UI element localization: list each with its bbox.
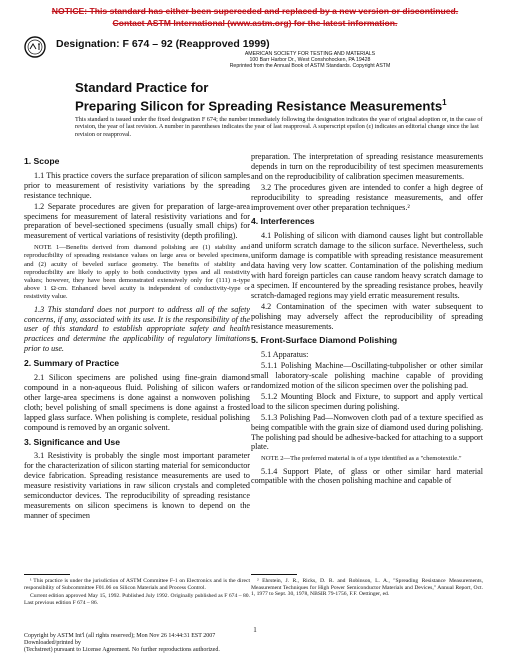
footnote-divider [251,574,297,575]
section-significance-heading: 3. Significance and Use [24,436,120,447]
copyright-footer [24,633,220,654]
document-title [75,80,495,113]
paragraph-4-1: 4.1 Polishing of silicon with diamond causes light but controllable and uniform scratch damage to the silicon surface. Nevertheless, such uniform damage is compatible with spreading resistance measurement data having very low scatter. Contamination of the polishing medium with hard foreign particles can cause random heavy scratch damage to a specimen. If encountered by the spreading resistance probes, heavily scratch-damaged regions may yield erratic measurement results. [251,231,483,300]
intro-paragraph: This standard is issued under the fixed designation F 674; the number immediately following the designation indicates the year of original adoption or, in the case of revision, the year of last revision. A number in parentheses indicates the year of last reapproval. A superscript epsilon (ε) indicates an editorial change since the last revision or reapproval. [75,116,483,138]
copyright-line-1: Copyright by ASTM Int'l (all rights reserved); Mon Nov 26 14:44:31 EST 2007 [24,633,216,639]
paragraph-1-2: 1.2 Separate procedures are given for preparation of large-area specimens for measurement of lateral resistivity variations and for preparation of bevel-sectioned specimens (usually small chips) for measurement of vertical variations of resistivity (depth profiling). [24,201,250,241]
designation: Designation: F 674 – 92 (Reapproved 1999) [56,38,270,50]
section-summary-heading: 2. Summary of Practice [24,358,120,369]
org-address: 100 Barr Harbor Dr., West Conshohocken, PA 19428 [249,57,371,64]
section-diamond-polishing-heading: 5. Front-Surface Diamond Polishing [251,335,398,346]
paragraph-3-1: 3.1 Resistivity is probably the single most important parameter for the characterization of silicon starting material for semiconductor device fabrication. Spreading resistance measurements are used to measure resistivity variations in raw silicon crystals and completed semiconductor devices. The reproducibility of spreading resistance measurements on silicon specimens is known to depend on the manner of specimen [24,451,250,520]
paragraph-1-3: 1.3 This standard does not purport to address all of the safety concerns, if any, associated with its use. It is the responsibility of the user of this standard to establish appropriate safety and health practices and determine the applicability of regulatory limitations prior to use. [24,304,250,354]
paragraph-5-1-2: 5.1.2 Mounting Block and Fixture, to support and apply vertical load to the silicon specimen during polishing. [251,391,483,411]
copyright-line-3: (Techstreet) pursuant to License Agreement. No further reproductions authorized. [24,647,220,653]
notice-banner [0,5,510,29]
notice-line-1: NOTICE: This standard has either been superceded and replaced by a new version or discontinued. [51,6,459,16]
left-column [24,152,250,522]
footnote-divider [24,574,70,575]
footnote-1-edition: Current edition approved May 15, 1992. Published July 1992. Originally published as F 674 – 80. Last previous edition F 674 – 86. [24,593,250,606]
footnote-2: ² Ehrstein, J. R., Ricks, D. R. and Robinson, L. A., "Spreading Resistance Measurements, Measurement Techniques for High Power Semiconductor Materials and Devices," Annual Report, Oct. 1, 1977 to Sept. 30, 1978, NBSIR 79-1756, F.F. Oettinger, ed. [251,578,483,597]
section-interferences-heading: 4. Interferences [251,216,315,227]
footnotes-left [24,574,250,608]
section-scope-heading: 1. Scope [24,156,60,166]
title-line-2: Preparing Silicon for Spreading Resistance Measurements [75,98,443,114]
copyright-line-2: Downloaded/printed by [24,640,81,646]
note-2: NOTE 2—The preferred material is of a type identified as a "chemotextile." [261,455,462,463]
footnotes-right [251,574,483,600]
paragraph-5-1-4: 5.1.4 Support Plate, of glass or other similar hard material compatible with the chosen polishing machine and capable of [251,466,483,486]
notice-line-2: Contact ASTM International (www.astm.org) for the latest information. [112,18,398,28]
organization-info [195,51,425,70]
page-number: 1 [253,626,257,634]
footnote-1: ¹ This practice is under the jurisdiction of ASTM Committee F-1 on Electronics and is the direct responsibility of Subcommittee F01.06 on Silicon Materials and Process Control. [24,578,250,591]
org-name: AMERICAN SOCIETY FOR TESTING AND MATERIALS [244,51,376,57]
paragraph-3-2: 3.2 The procedures given are intended to confer a high degree of reproducibility to spreading resistance measurements, and offer improvement over other preparation techniques.² [251,182,483,212]
paragraph-4-2: 4.2 Contamination of the specimen with water subsequent to polishing may adversely affect the reproducibility of spreading resistance measurements. [251,301,483,331]
paragraph-3-1-continued: preparation. The interpretation of spreading resistance measurements depends in turn on the reproducibility of test specimen measurements and on the reproducibility of calibration specimen measurements. [251,152,483,181]
title-line-1: Standard Practice for [75,80,209,95]
paragraph-5-1-3: 5.1.3 Polishing Pad—Nonwoven cloth pad of a texture specified as being compatible with the grain size of diamond used during polishing. The polishing pad should be adhesive-backed for attaching to a support plate. [251,412,483,452]
paragraph-5-1: 5.1 Apparatus: [261,350,309,360]
astm-logo-icon [24,36,46,58]
title-footnote-mark: 1 [442,98,447,107]
paragraph-2-1: 2.1 Silicon specimens are polished using fine-grain diamond compound in a non-aqueous fluid. Polishing of silicon wafers or other large-area specimens is done against a nonwoven polishing cloth; bevel polishing of small specimens is done against a frosted lapped glass surface. When polishing is complete, residual polishing compound is removed by an organic solvent. [24,373,250,432]
note-1: NOTE 1—Benefits derived from diamond polishing are (1) stability and reproducibility of spreading resistance values on large area or beveled specimens, and (2) acuity of beveled surface geometry. The benefits of stability and reproducibility are likely to apply to both conductivity types and all resistivity values; however, they have been demonstrated extensively only for (111) n-type above 1 Ω·cm. Enhanced bevel acuity is independent of conductivity-type or resistivity value. [24,244,250,301]
right-column [251,152,483,487]
paragraph-5-1-1: 5.1.1 Polishing Machine—Oscillating-tubpolisher or other similar small laboratory-scale polishing machine capable of providing randomized motion of the silicon specimen over the polishing pad. [251,361,483,391]
org-reprint: Reprinted from the Annual Book of ASTM Standards. Copyright ASTM [229,63,391,70]
paragraph-1-1: 1.1 This practice covers the surface preparation of silicon samples prior to measurement of resistivity variations by the spreading resistance technique. [24,170,250,200]
